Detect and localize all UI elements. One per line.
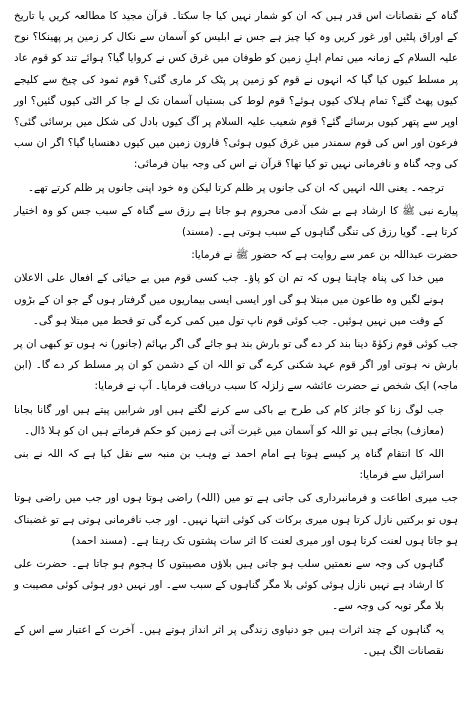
paragraph-earthquake: جب لوگ زنا کو جائز کام کی طرح بے باکی سے کرنے لگتے ہیں اور شرابیں پیتے ہیں اور گانا بجانا (معازف) بجاتے ہیں تو اللہ کو آسمان میں غیرت آتی ہے زمین کو حکم فرماتے ہیں ان کو ہلا ڈال۔ [14,403,444,437]
paragraph-obedience: جب میری اطاعت و فرمانبرداری کی جاتی ہے تو میں (اللہ) راضی ہوتا ہوں اور جب میں راضی ہوتا ہوں تو برکتیں نازل کرتا ہوں میری برکات کی کوئی انتہا نہیں۔ اور جب نافرمانی ہوتی ہے تو غضبناک ہو جاتا ہوں لعنت کرتا ہوں اور میری لعنت کا اثر سات پشتوں تک رہتا ہے۔ (مسند احمد) [14,492,458,547]
paragraph-zakat: جب کوئی قوم زکوٰۃ دینا بند کر دے گی تو بارش بند ہو جائے گی اگر بہائم (جانور) نہ ہوں تو کبھی ان پر بارش نہ ہوتی اور اگر قوم عہد شکنی کرے گی تو اللہ ان کے دشمن کو ان پر مسلط کر دے گا۔ (ابن ماجہ) ایک شخص نے حضرت عائشہ سے زلزلہ کا سبب دریافت فرمایا۔ آپ نے فرمایا: [14,338,458,393]
paragraph-hadith-punishments: میں خدا کی پناہ چاہتا ہوں کہ تم ان کو پاؤ۔ جب کسی قوم میں بے حیائی کے افعال علی الاعلان ہونے لگیں وہ طاعون میں مبتلا ہو گی اور ایسی ایسی بیماریوں میں گرفتار ہوں گے جو ان کے بڑوں کے وقت میں نہیں ہوئیں۔ جب کوئی قوم ناپ تول میں کمی کرے گی تو قحط میں مبتلا ہو گی۔ [14,272,444,327]
paragraph-hadith-rizq: پیارے نبی ﷺ کا ارشاد ہے بے شک آدمی محروم ہو جاتا ہے رزق سے گناہ کے سبب جس کو وہ اختیار کرتا ہے۔ گویا رزق کی تنگی گناہوں کے سبب ہوتی ہے۔ (مسند) [14,204,458,239]
paragraph-narration-intro: حضرت عبداللہ بن عمر سے روایت ہے کہ حضور ﷺ نے فرمایا: [191,249,458,262]
paragraph-blessings-lost: گناہوں کی وجہ سے نعمتیں سلب ہو جاتی ہیں بلاؤں مصیبتوں کا ہجوم ہو جاتا ہے۔ حضرت علی کا ارشاد ہے نہیں نازل ہوئی کوئی بلا مگر گناہوں کے سبب سے۔ اور نہیں دور ہوئی کوئی مصیبت و بلا مگر توبہ کی وجہ سے۔ [14,558,444,613]
paragraph-allah-revenge: اللہ کا انتقام گناہ پر کیسے ہوتا ہے امام احمد نے وہب بن منبہ سے نقل کیا ہے کہ اللہ نے بنی اسرائیل سے فرمایا: [14,448,444,482]
paragraph-conclusion: یہ گناہوں کے چند اثرات ہیں جو دنیاوی زندگی پر اثر انداز ہوتے ہیں۔ آخرت کے اعتبار سے اس کے نقصانات الگ ہیں۔ [14,623,444,657]
paragraph-intro: گناہ کے نقصانات اس قدر ہیں کہ ان کو شمار نہیں کیا جا سکتا۔ قرآن مجید کا مطالعہ کریں یا تاریخ کے اوراق پلٹیں اور غور کریں وہ کیا چیز ہے جس نے ابلیس کو آسمان سے نکال کر زمین پر پھینکا؟ نوح علیہ السلام کے زمانہ میں تمام اہلِ زمین کو طوفان میں غرق کس نے کروایا گیا؟ ہوائے تند کو قوم عاد پر مسلط کیوں کیا گیا کہ انہوں نے قوم کو زمین پر پٹک کر ماری گئی؟ قوم ثمود کی چیخ سے کلیجے کیوں پھٹ گئے؟ تمام ہلاک کیوں ہوئے؟ قوم لوط کی بستیاں آسمان تک لے جا کر الٹی کیوں گئیں؟ اور اوپر سے پتھر کیوں برسائے گئے؟ قوم شعیب علیہ السلام پر آگ کیوں بادل کی شکل میں برسائی گئی؟ فرعون اور اس کی قوم سمندر میں غرق کیوں ہوئی؟ قارون زمین میں کیوں دھنسایا گیا؟ اگر ان سب کی وجہ گناہ و نافرمانی نہیں تو کیا تھا؟ قرآن نے اس کی وجہ بیان فرمائی: [14,10,458,171]
paragraph-translation: ترجمہ۔ یعنی اللہ انہیں کہ ان کی جانوں پر ظلم کرتا لیکن وہ خود اپنی جانوں پر ظلم کرتے تھے۔ [27,181,444,194]
